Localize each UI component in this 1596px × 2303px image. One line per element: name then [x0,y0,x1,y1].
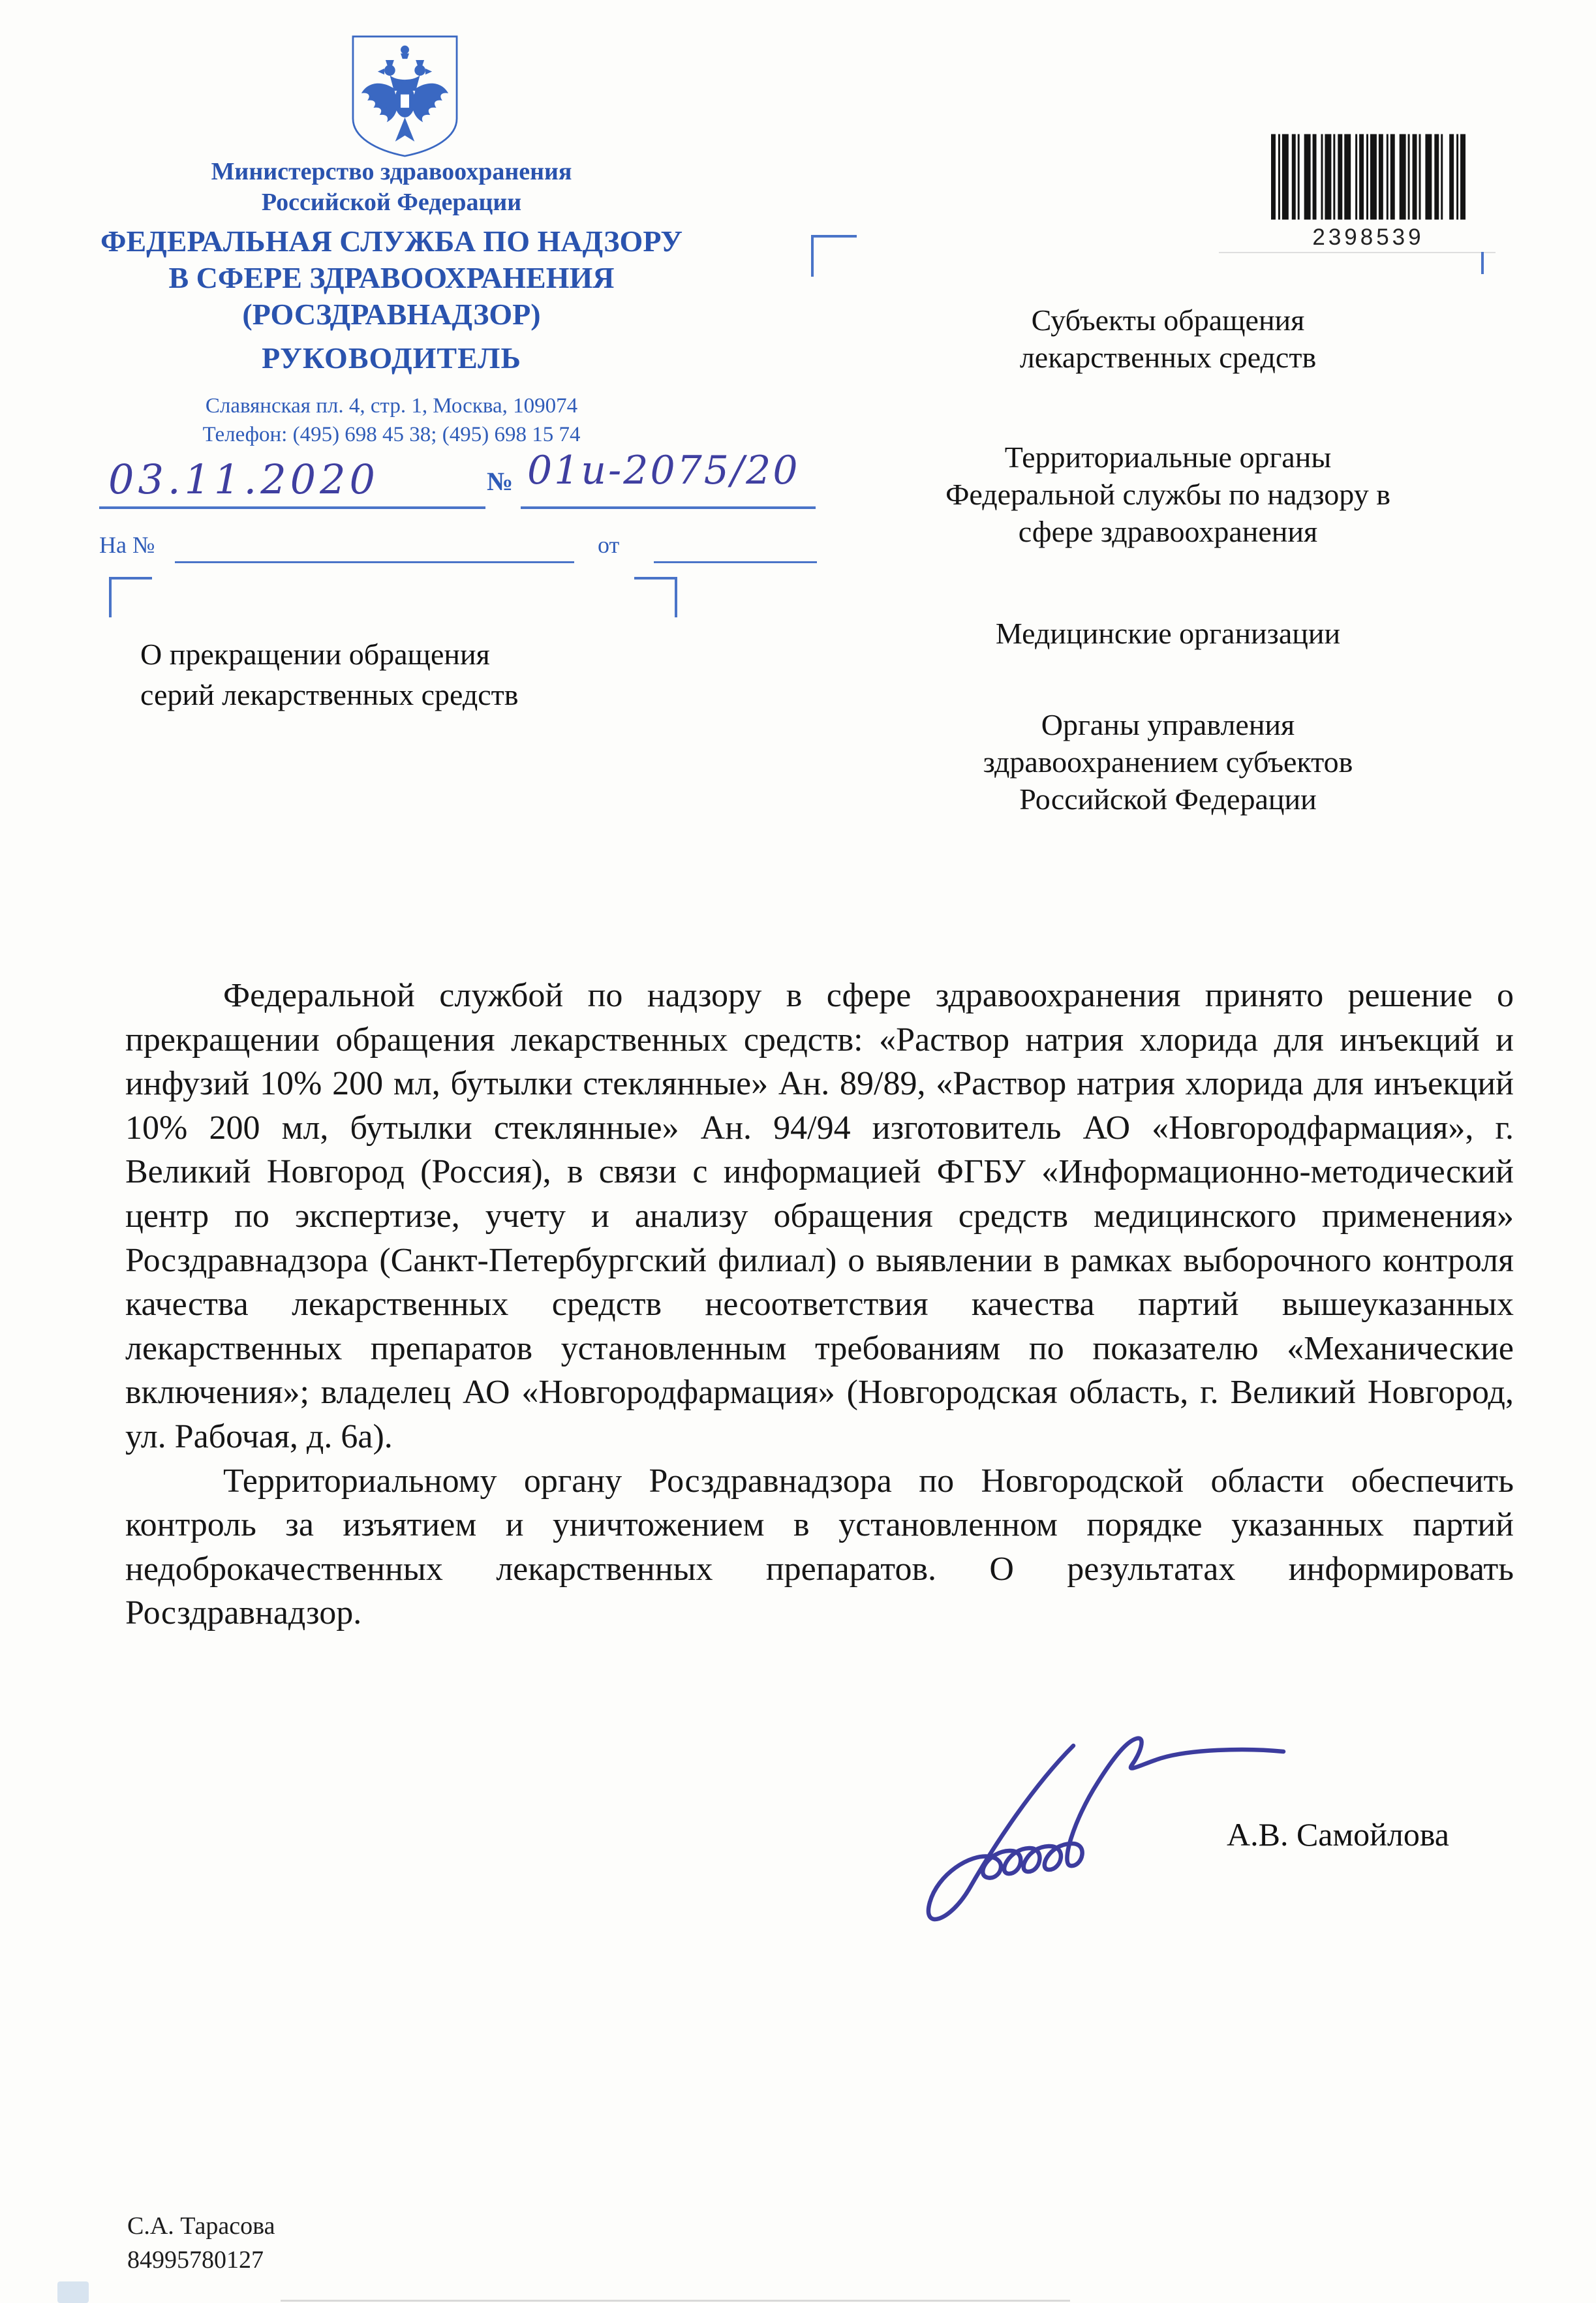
post-title: РУКОВОДИТЕЛЬ [262,341,521,375]
recipient-item [855,301,1481,376]
letter-body [125,974,1514,1635]
recipient-item [855,615,1481,652]
corner-mark-right-tick [1481,252,1484,274]
corner-mark-subject-left [109,577,152,617]
coat-of-arms-icon [345,33,465,163]
corner-mark-subject-right [634,577,677,617]
subject-line: О прекращении обращения серий лекарственных средств [140,638,519,711]
recipient-text: Медицинские организации [995,617,1341,650]
scan-edge-line [281,2300,1070,2302]
ref-number-blank-field [175,535,574,563]
date-field [99,456,485,509]
executor-block [127,2209,275,2277]
service-name [78,223,705,333]
corner-mark-addressee [811,235,857,277]
scan-smudge [57,2281,89,2303]
recipient-item [855,706,1481,818]
outgoing-number-field [521,448,816,509]
barcode [1271,134,1466,251]
recipient-text: Территориальные органы Федеральной службы по надзору в сфере здравоохранения [945,441,1390,548]
recipient-item [855,439,1481,550]
executor-phone: 84995780127 [127,2246,264,2274]
letterhead-address: Славянская пл. 4, стр. 1, Москва, 109074 [205,394,578,418]
barcode-number: 2398539 [1312,224,1424,250]
executor-name: С.А. Тарасова [127,2212,275,2240]
service-line-2: В СФЕРЕ ЗДРАВООХРАНЕНИЯ [168,261,615,294]
recipient-text: Органы управления здравоохранением субъектов Российской Федерации [983,708,1353,816]
handwritten-date: 03.11.2020 [108,456,379,503]
scan-artifact-line [1219,252,1496,253]
ministry-line-1: Министерство здравоохранения [211,158,572,185]
ministry-line-2: Российской Федерации [261,189,522,216]
letterhead-phone: Телефон: (495) 698 45 38; (495) 698 15 74 [202,423,581,446]
ref-number-label: На № [99,532,155,558]
ref-date-label: от [598,532,620,558]
signer-name: А.В. Самойлова [1227,1816,1449,1853]
body-paragraph-1: Федеральной службой по надзору в сфере здравоохранения принято решение о прекращении обращения лекарственных средств: «Раствор натрия хлорида для инъекций и инфузий 10% 200 мл, бутылки стеклянные» Ан. 89/89, «Раствор натрия хлорида для инъекций 10% 200 мл, бутылки стеклянные» Ан. 94/94 изготовитель АО «Новгородфармация», г. Великий Новгород (Россия), в связи с информацией ФГБУ «Информационно-методический центр по экспертизе, учету и анализу обращения средств медицинского применения» Росздравнадзора (Санкт-Петербургский филиал) о выявлении в рамках выборочного контроля качества лекарственных средств несоответствия качества партий вышеуказанных лекарственных препаратов установленным требованиям по показателю «Механические включения»; владелец АО «Новгородфармация» (Новгородская область, г. Великий Новгород, ул. Рабочая, д. 6а). [125,977,1514,1455]
barcode-bars [1271,134,1466,220]
ministry-name [98,157,685,218]
recipient-text: Субъекты обращения лекарственных средств [1019,303,1317,374]
service-line-3: (РОСЗДРАВНАДЗОР) [242,298,541,331]
service-line-1: ФЕДЕРАЛЬНАЯ СЛУЖБА ПО НАДЗОРУ [100,224,683,258]
ref-date-blank-field [654,535,817,563]
number-sign: № [487,467,514,496]
body-paragraph-2: Территориальному органу Росздравнадзора по Новгородской области обеспечить контроль за изъятием и уничтожением в установленном порядке указанных партий недоброкачественных лекарственных препаратов. О результатах информировать Росздравнадзор. [125,1462,1514,1632]
handwritten-number: 01и-2075/20 [527,448,800,493]
